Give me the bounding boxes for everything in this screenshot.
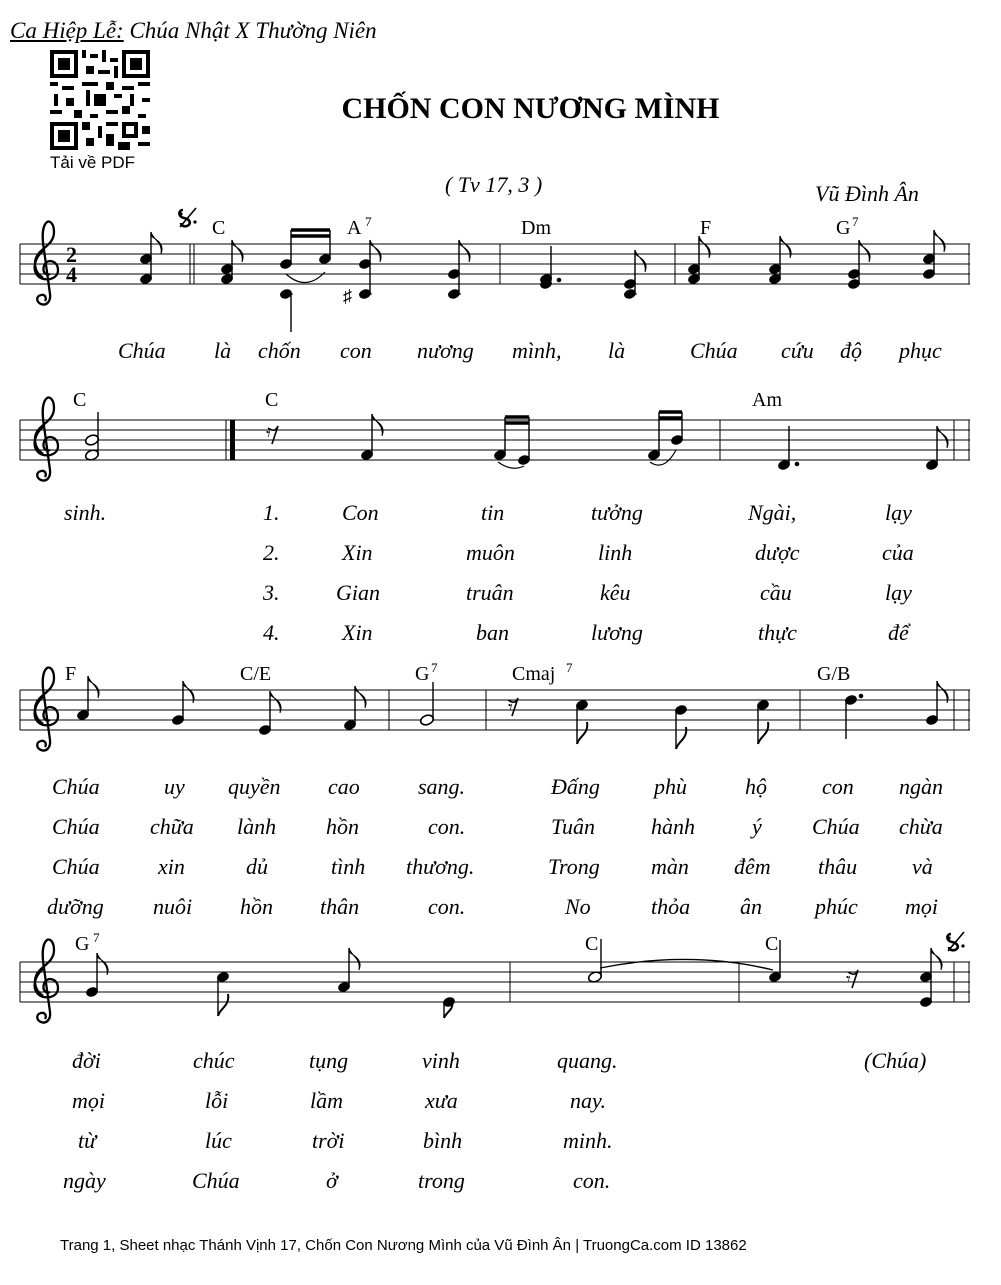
svg-text:linh: linh [598,540,633,565]
svg-text:dưỡng: dưỡng [47,894,104,919]
svg-text:phục: phục [899,338,942,363]
segno-icon [179,208,196,227]
notes-system-1 [139,230,945,332]
svg-text:nương: nương [417,338,474,363]
svg-text:𝄾: 𝄾 [266,424,271,444]
svg-text:để: để [888,620,909,645]
svg-text:con.: con. [428,814,466,839]
svg-text:là: là [214,338,232,363]
time-sig-bottom: 4 [66,262,77,287]
chord-label: C [265,389,279,411]
svg-text:quang.: quang. [557,1048,618,1073]
chord-superscript: 7 [93,930,100,945]
svg-text:Chúa: Chúa [52,854,100,879]
svg-text:sang.: sang. [418,774,466,799]
chord-superscript: 7 [365,214,372,229]
svg-text:ngày: ngày [63,1168,106,1193]
svg-text:Chúa: Chúa [192,1168,240,1193]
svg-text:lỗi: lỗi [205,1088,229,1113]
svg-text:Đấng: Đấng [551,774,600,799]
chord-label: A [347,217,362,239]
notes-system-3 [76,676,948,749]
svg-text:thương.: thương. [406,854,475,879]
qr-caption[interactable]: Tải về PDF [50,153,136,172]
chord-superscript: 7 [431,660,438,675]
svg-text:xưa: xưa [425,1088,458,1113]
svg-text:độ: độ [840,338,862,363]
svg-text:Chúa: Chúa [118,338,166,363]
svg-text:trong: trong [418,1168,465,1193]
svg-text:Chúa: Chúa [52,814,100,839]
svg-text:Ngài,: Ngài, [748,500,797,525]
notes-system-2 [84,412,948,471]
svg-text:Xin: Xin [342,620,373,645]
composer-name: Vũ Đình Ân [815,181,919,206]
svg-text:màn: màn [651,854,689,879]
svg-text:Chúa: Chúa [52,774,100,799]
svg-text:ý: ý [752,814,762,839]
svg-text:trời: trời [312,1128,345,1153]
svg-text:kêu: kêu [600,580,631,605]
svg-text:con: con [822,774,854,799]
chord-label: C [765,933,779,955]
svg-text:chốn: chốn [258,338,301,363]
svg-text:Chúa: Chúa [690,338,738,363]
svg-text:muôn: muôn [466,540,515,565]
svg-text:thỏa: thỏa [651,894,691,919]
chord-label: F [65,663,77,685]
svg-text:con.: con. [428,894,466,919]
svg-text:2.: 2. [263,540,280,565]
svg-text:𝄾: 𝄾 [508,697,513,717]
chord-superscript: 7 [566,660,573,675]
chord-label: C/E [240,663,272,685]
chord-label: C [73,389,87,411]
svg-text:lương: lương [591,620,643,645]
svg-text:mọi: mọi [905,894,938,919]
svg-text:phúc: phúc [815,894,858,919]
svg-text:cứu: cứu [781,338,814,363]
svg-text:tụng: tụng [309,1048,349,1073]
svg-text:hồn: hồn [326,814,359,839]
svg-text:của: của [882,540,914,565]
svg-text:và: và [912,854,933,879]
page-title: CHỐN CON NƯƠNG MÌNH [341,92,720,125]
svg-text:ân: ân [740,894,762,919]
psalm-reference: ( Tv 17, 3 ) [445,172,543,197]
svg-text:No: No [565,894,591,919]
svg-text:Tuân: Tuân [551,814,596,839]
svg-text:3.: 3. [263,580,280,605]
treble-clef-icon [35,667,58,750]
svg-text:thực: thực [758,620,797,645]
svg-text:♯: ♯ [343,286,352,306]
svg-text:con: con [340,338,372,363]
chord-label: Dm [521,217,551,239]
svg-text:Trong: Trong [548,854,600,879]
lyrics-system-3 [47,774,943,919]
svg-text:hộ: hộ [745,774,767,799]
chord-label: G [836,217,851,239]
occasion-name: Chúa Nhật X Thường Niên [129,18,377,43]
svg-text:xin: xin [158,854,185,879]
svg-text:đời: đời [72,1048,101,1073]
svg-text:đêm: đêm [734,854,771,879]
svg-text:chừa: chừa [899,814,943,839]
svg-text:truân: truân [466,580,514,605]
chord-label: G [75,933,90,955]
occasion-label: Ca Hiệp Lễ: [10,18,124,43]
svg-text:lầm: lầm [310,1088,343,1113]
svg-text:tin: tin [481,500,505,525]
svg-text:vinh: vinh [422,1048,460,1073]
svg-text:là: là [608,338,626,363]
svg-text:minh.: minh. [563,1128,613,1153]
chord-label: C [585,933,599,955]
chord-label: C [212,217,226,239]
chord-label: G [415,663,430,685]
svg-text:Xin: Xin [342,540,373,565]
svg-text:ở: ở [326,1168,338,1193]
svg-text:dủ: dủ [246,854,268,879]
svg-text:1.: 1. [263,500,280,525]
staff-system-4 [20,962,970,1002]
svg-text:hồn: hồn [240,894,273,919]
svg-text:cao: cao [328,774,360,799]
svg-text:nuôi: nuôi [153,894,193,919]
chord-label: Cmaj [512,663,556,685]
svg-text:Chúa: Chúa [812,814,860,839]
svg-text:uy: uy [164,774,185,799]
svg-text:Gian: Gian [336,580,380,605]
chord-label: Am [752,389,782,411]
svg-text:hành: hành [651,814,695,839]
svg-text:nay.: nay. [570,1088,607,1113]
chord-superscript: 7 [852,214,859,229]
svg-text:mọi: mọi [72,1088,105,1113]
svg-text:dược: dược [755,540,800,565]
svg-text:lành: lành [237,814,277,839]
segno-icon [947,932,964,951]
svg-text:tình: tình [331,854,366,879]
svg-text:(Chúa): (Chúa) [864,1048,927,1073]
treble-clef-icon [35,397,58,480]
page-footer: Trang 1, Sheet nhạc Thánh Vịnh 17, Chốn Con Nương Mình của Vũ Đình Ân | TruongCa.com ID 13862 [60,1237,747,1254]
chord-label: G/B [817,663,851,685]
svg-text:quyền: quyền [228,774,281,799]
svg-text:bình: bình [423,1128,463,1153]
notes-system-4 [85,939,942,1018]
treble-clef-icon [35,221,58,304]
lyrics-system-4 [63,1048,926,1193]
svg-text:cầu: cầu [760,580,792,605]
svg-text:Con: Con [342,500,379,525]
svg-text:mình,: mình, [512,338,562,363]
svg-text:tưởng: tưởng [591,500,643,525]
lyrics-system-1 [118,338,942,363]
svg-text:ngàn: ngàn [899,774,943,799]
svg-text:𝄾: 𝄾 [846,969,851,989]
lyrics-system-2 [64,500,914,645]
svg-text:sinh.: sinh. [64,500,107,525]
svg-text:phù: phù [654,774,687,799]
svg-text:lạy: lạy [885,500,912,525]
treble-clef-icon [35,939,58,1022]
svg-text:4.: 4. [263,620,280,645]
svg-text:lúc: lúc [205,1128,232,1153]
staff-system-3 [20,690,970,730]
svg-text:từ: từ [78,1128,97,1153]
svg-text:thân: thân [320,894,360,919]
svg-text:lạy: lạy [885,580,912,605]
svg-text:chữa: chữa [150,814,194,839]
time-sig-top: 2 [66,242,77,267]
svg-text:chúc: chúc [193,1048,235,1073]
svg-text:thâu: thâu [818,854,858,879]
chord-label: F [700,217,712,239]
svg-text:con.: con. [573,1168,611,1193]
svg-text:ban: ban [476,620,509,645]
